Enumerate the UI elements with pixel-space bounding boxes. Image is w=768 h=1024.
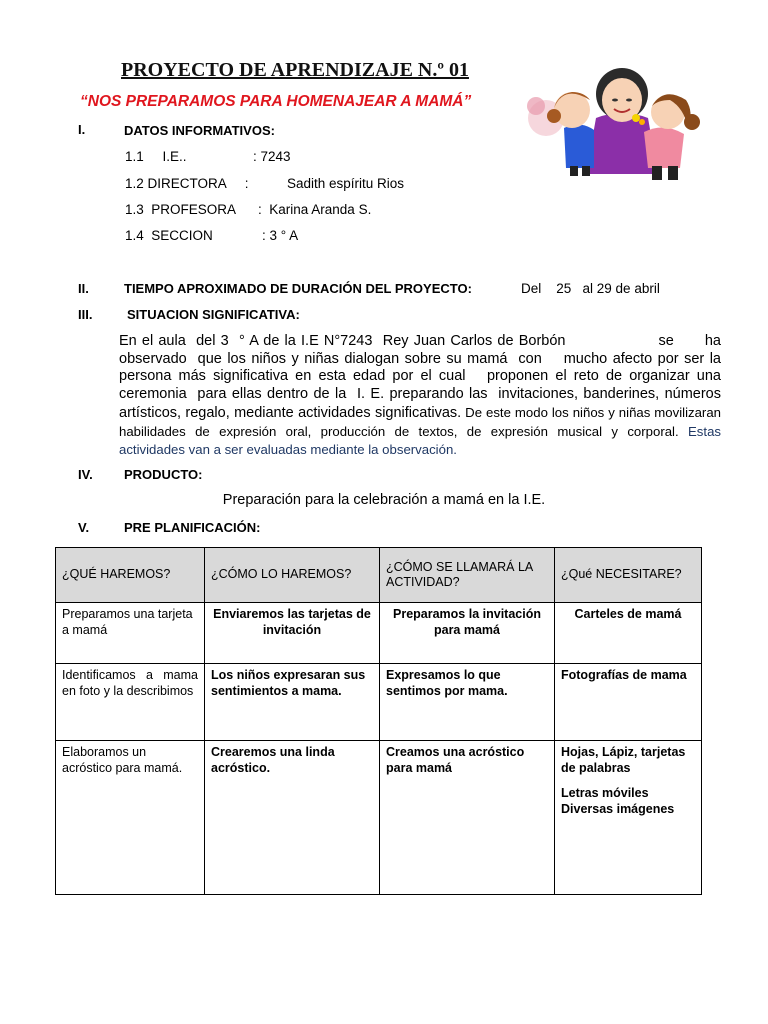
section-heading-tiempo: TIEMPO APROXIMADO DE DURACIÓN DEL PROYECTO: (124, 281, 472, 296)
table-row (56, 603, 702, 664)
info-label-directora: 1.2 DIRECTORA : (125, 176, 249, 191)
info-value-seccion: : 3 ° A (262, 228, 299, 243)
situacion-text-small: De este modo los niños y niñas movilizaran habilidades de expresión oral, producción de textos, de expresión musical y corporal. (119, 404, 725, 439)
needs-item: Diversas imágenes (561, 801, 675, 816)
section-heading-producto: PRODUCTO: (124, 467, 203, 482)
needs-item: Hojas, Lápiz, tarjetas de palabras (561, 745, 686, 775)
section-heading-situacion: SITUACION SIGNIFICATIVA: (127, 307, 300, 322)
section-number: IV. (78, 467, 93, 482)
table-row (56, 664, 702, 741)
section-heading-datos: DATOS INFORMATIVOS: (124, 123, 275, 138)
duration-value: Del 25 al 29 de abril (521, 281, 660, 296)
needs-item: Letras móviles (561, 786, 649, 800)
table-header-cell: ¿QUÉ HAREMOS? (56, 548, 205, 603)
table-cell: Creamos una acróstico para mamá (380, 741, 555, 895)
table-cell: Crearemos una linda acróstico. (205, 741, 380, 895)
info-label-profesora: 1.3 PROFESORA (125, 202, 237, 217)
info-label-ie: 1.1 I.E.. (125, 149, 187, 164)
info-value-directora: Sadith espíritu Rios (287, 176, 405, 191)
product-description: Preparación para la celebración a mamá en la I.E. (222, 492, 546, 508)
table-cell: Carteles de mamá (555, 603, 702, 664)
situacion-text-evaluation: Estas actividades van a ser evaluadas mediante la observación. (119, 423, 725, 458)
table-header-cell: ¿CÓMO SE LLAMARÁ LA ACTIVIDAD? (380, 548, 555, 603)
section-number: III. (78, 307, 93, 322)
info-label-seccion: 1.4 SECCION (125, 228, 213, 243)
planning-table (55, 547, 702, 895)
table-cell: Expresamos lo que sentimos por mama. (380, 664, 555, 741)
section-number: II. (78, 281, 89, 296)
table-cell: Los niños expresaran sus sentimientos a mama. (205, 664, 380, 741)
situacion-text: En el aula del 3 ° A de la I.E N°7243 Rey Juan Carlos de Borbón se ha observado que los niños y niñas dialogan sobre su mamá con mucho afecto por ser la persona más significativa en esta edad por el cual proponen el reto de organizar una ceremonia para ellas dentro de la I. E. preparando las invitaciones, banderines, números artísticos, regalo, mediante actividades significativas. (119, 333, 726, 421)
table-cell: Elaboramos un acróstico para mamá. (56, 741, 205, 895)
section-number: I. (78, 122, 86, 137)
table-cell: Preparamos la invitación para mamá (380, 603, 555, 664)
table-cell: Preparamos una tarjeta a mamá (56, 603, 205, 664)
table-header-cell: ¿Qué NECESITARE? (555, 548, 702, 603)
table-header-row (56, 548, 702, 603)
table-row (56, 741, 702, 895)
table-cell: Fotografías de mama (555, 664, 702, 741)
section-heading-planificacion: PRE PLANIFICACIÓN: (124, 520, 261, 535)
project-subtitle: “NOS PREPARAMOS PARA HOMENAJEAR A MAMÁ” (80, 93, 472, 110)
table-header-cell: ¿CÓMO LO HAREMOS? (205, 548, 380, 603)
info-value-ie: : 7243 (253, 149, 291, 164)
section-number: V. (78, 520, 90, 535)
document-title: PROYECTO DE APRENDIZAJE N.º 01 (121, 59, 469, 81)
situacion-paragraph (119, 333, 726, 460)
mother-children-illustration (524, 56, 720, 184)
table-cell-needs (555, 741, 702, 895)
table-cell: Identificamos a mama en foto y la describimos (56, 664, 205, 741)
info-value-profesora: : Karina Aranda S. (258, 202, 372, 217)
table-cell: Enviaremos las tarjetas de invitación (205, 603, 380, 664)
